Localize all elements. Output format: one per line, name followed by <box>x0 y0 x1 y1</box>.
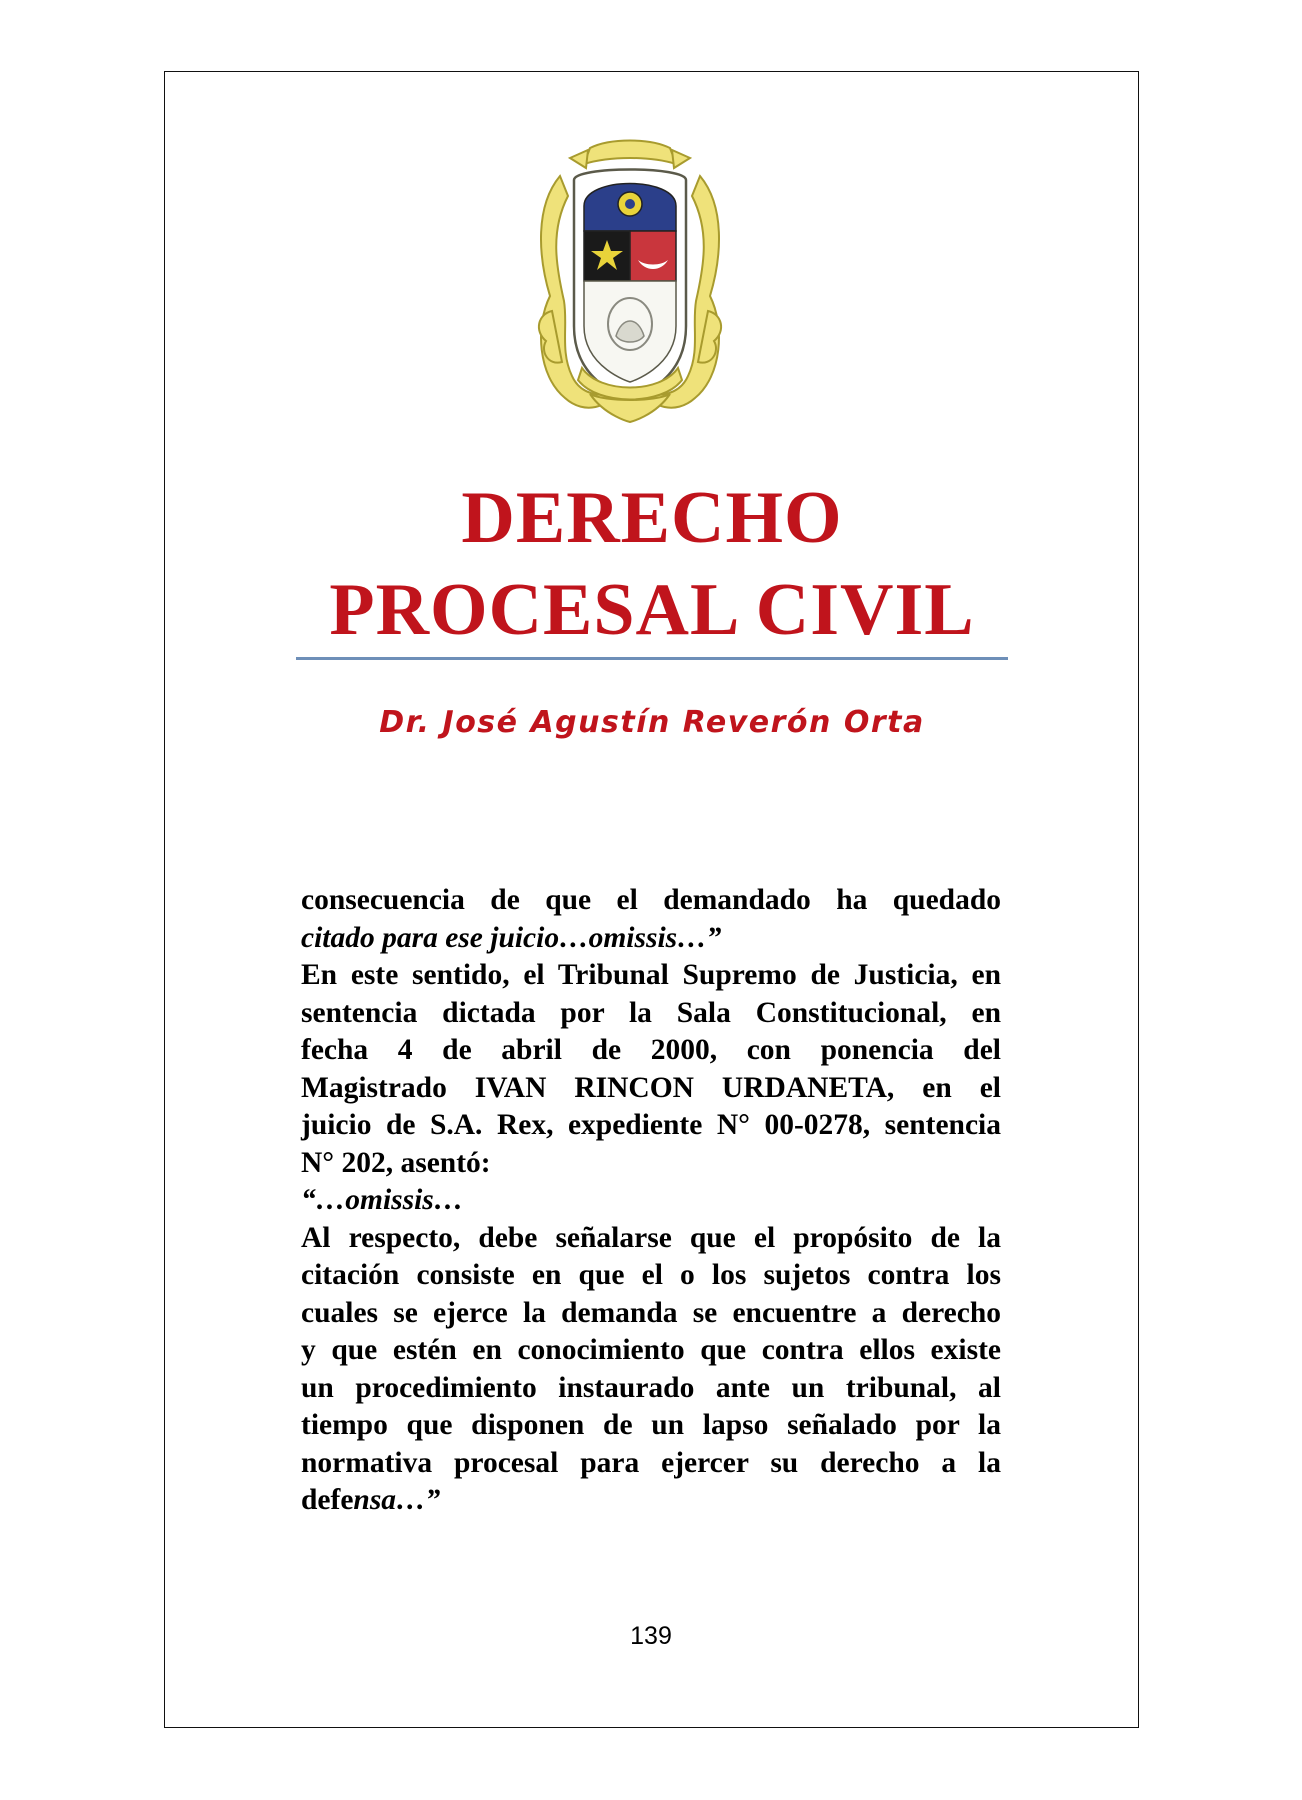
body-line: Magistrado IVAN RINCON URDANETA, en el <box>301 1071 1001 1104</box>
body-line: y que estén en conocimiento que contra ellos existe <box>301 1334 1001 1366</box>
title-line-2: PROCESAL CIVIL <box>329 569 975 651</box>
body-line: citación consiste en que el o los sujetos contra los <box>301 1259 1001 1291</box>
body-line: consecuencia de que el demandado ha quedado <box>301 884 1001 916</box>
title-divider <box>296 657 1008 660</box>
body-line-last <box>301 1482 1001 1520</box>
body-line: tiempo que disponen de un lapso señalado por la <box>301 1409 1001 1441</box>
body-line: cuales se ejerce la demanda se encuentre a derecho <box>301 1296 1001 1329</box>
body-fragment-italic: nsa…” <box>353 1484 441 1516</box>
body-line: normativa procesal para ejercer su derecho a la <box>301 1446 1001 1479</box>
body-line: sentencia dictada por la Sala Constitucional, en <box>301 996 1001 1029</box>
body-line: fecha 4 de abril de 2000, con ponencia del <box>301 1034 1001 1066</box>
body-line: citado para ese juicio…omissis…” <box>301 921 722 954</box>
body-line: “…omissis… <box>301 1184 464 1216</box>
document-title <box>296 472 1008 656</box>
body-line: un procedimiento instaurado ante un tribunal, al <box>301 1371 1001 1404</box>
body-text <box>301 882 1001 1520</box>
body-line: En este sentido, el Tribunal Supremo de Justicia, en <box>301 959 1001 991</box>
author-name: Dr. José Agustín Reverón Orta <box>379 705 925 740</box>
title-line-1: DERECHO <box>461 477 843 559</box>
page-number: 139 <box>630 1622 672 1650</box>
body-line: juicio de S.A. Rex, expediente N° 00-0278, sentencia <box>301 1109 1001 1141</box>
body-fragment: defe <box>301 1484 354 1516</box>
body-line: Al respecto, debe señalarse que el propósito de la <box>301 1221 1001 1254</box>
body-line: N° 202, asentó: <box>301 1146 491 1179</box>
coat-of-arms-icon <box>530 136 730 426</box>
